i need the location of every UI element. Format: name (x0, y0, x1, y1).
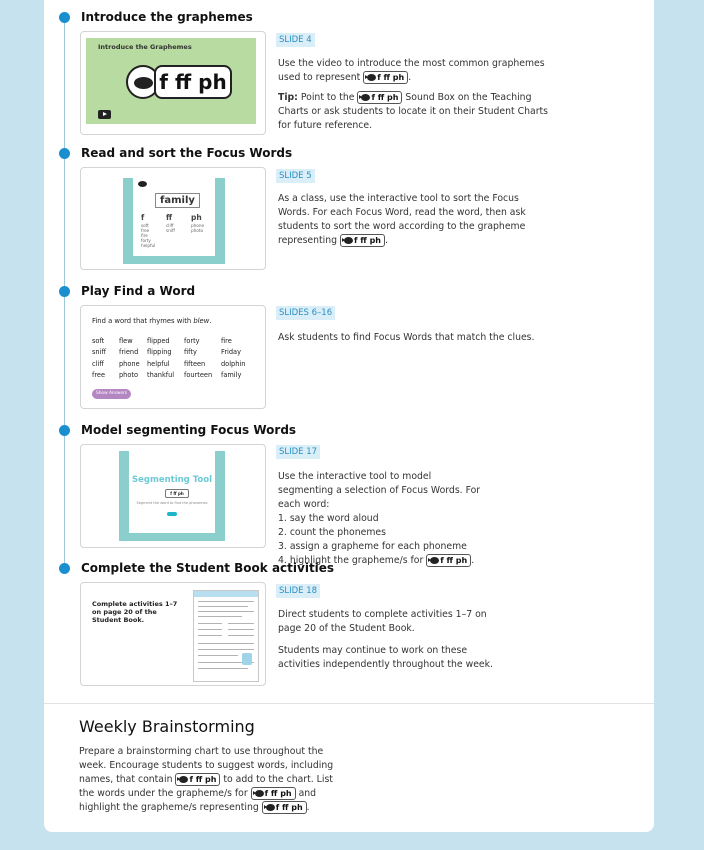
word-cell[interactable]: fire (221, 337, 232, 345)
list-item: 4. highlight the grapheme/s for (278, 555, 424, 566)
weekly-brainstorming-body (79, 745, 349, 815)
step-dot (59, 563, 70, 574)
chip-label: f ff ph (371, 93, 399, 102)
step-title: Introduce the graphemes (81, 10, 253, 24)
sound-box (126, 65, 230, 99)
word-cell[interactable]: flew (119, 337, 133, 345)
slide-tag: SLIDE 4 (276, 33, 315, 47)
slide-body (129, 451, 215, 533)
thumbnail-title: Introduce the Graphemes (98, 43, 192, 51)
column-head: f (141, 213, 145, 222)
chip-label: f ff ph (189, 775, 217, 784)
word-cell[interactable]: thankful (147, 370, 175, 379)
slide-thumbnail[interactable] (80, 444, 266, 548)
slide-tag: SLIDE 5 (276, 169, 315, 183)
step-title: Model segmenting Focus Words (81, 423, 297, 437)
word-cell[interactable]: free (92, 370, 106, 379)
step-dot (59, 286, 70, 297)
weekly-brainstorming-title: Weekly Brainstorming (79, 717, 255, 736)
column-head: ph (191, 213, 202, 222)
chip-label: f ff ph (354, 236, 381, 245)
word-cell[interactable]: photo (119, 370, 139, 379)
slide-thumbnail[interactable] (80, 305, 266, 409)
body-text: Students may continue to work on these activities independently throughout the week. (278, 645, 493, 670)
sound-chip (251, 787, 296, 800)
body-text: . (306, 802, 310, 813)
prompt-word: blew (193, 317, 210, 325)
student-book-caption: Complete activities 1–7 on page 20 of the Student Book. (92, 600, 178, 624)
prompt-text: Find a word that rhymes with (92, 317, 192, 325)
sort-word: photo (191, 228, 204, 233)
chip-label: f ff ph (264, 789, 292, 798)
slide-tag: SLIDES 6–16 (276, 306, 335, 320)
word-cell[interactable]: cliff (92, 359, 104, 368)
sort-column (191, 223, 204, 233)
word-cell[interactable]: fourteen (184, 370, 213, 379)
body-text: Use the video to introduce the most common graphemes used to represent (278, 58, 545, 83)
body-text: Ask students to find Focus Words that match the clues. (278, 332, 535, 343)
fish-icon (264, 803, 275, 812)
word-grid (92, 337, 262, 382)
word-cell[interactable]: dolphin (221, 359, 246, 368)
word-cell[interactable]: flipped (147, 337, 170, 345)
sort-column (141, 223, 155, 248)
sort-word: cliff (166, 223, 174, 228)
body-text: Prepare a brainstorming chart to use throughout the week. Encourage students to suggest words, including names, that contain (79, 746, 334, 785)
sort-word: sniff (166, 228, 175, 233)
fish-icon (365, 73, 376, 82)
word-cell[interactable]: sniff (92, 348, 106, 357)
slide-thumbnail[interactable] (80, 582, 266, 686)
step-body (278, 470, 488, 568)
sort-column (166, 223, 175, 233)
prompt-text: . (209, 317, 212, 325)
word-row (92, 348, 262, 359)
word-cell[interactable]: soft (92, 337, 105, 345)
step-body (278, 331, 558, 345)
step-title: Read and sort the Focus Words (81, 146, 293, 160)
sort-word: free (141, 228, 150, 233)
slide-tag: SLIDE 17 (276, 445, 320, 459)
slide-thumbnail[interactable] (80, 31, 266, 135)
video-thumbnail[interactable] (86, 38, 256, 124)
body-text: As a class, use the interactive tool to sort the Focus Words. For each Focus Word, read the word, then ask students to sort the word according to the grapheme representing (278, 193, 526, 246)
sound-chip (357, 91, 402, 104)
body-text: . (408, 72, 412, 83)
column-head: ff (166, 213, 173, 222)
segmenting-subtitle: Segment the word to find the phonemes (136, 501, 208, 505)
sort-word: fire (141, 233, 148, 238)
word-cell[interactable]: flipping (147, 348, 172, 357)
list-item: 2. count the phonemes (278, 527, 386, 538)
sound-chip (340, 234, 385, 247)
start-button[interactable] (167, 512, 177, 516)
step-dot (59, 148, 70, 159)
word-cell[interactable]: forty (184, 337, 200, 345)
body-text: . (384, 235, 388, 246)
step-title: Complete the Student Book activities (81, 561, 335, 575)
list-item: 1. say the word aloud (278, 513, 379, 524)
word-cell[interactable]: fifty (184, 348, 197, 357)
list-item: 3. assign a grapheme for each phoneme (278, 541, 467, 552)
chip-label: f ff ph (440, 556, 468, 565)
sort-word: soft (141, 223, 149, 228)
chip-label: f ff ph (377, 73, 405, 82)
sort-word: phone (191, 223, 205, 228)
fish-icon (177, 775, 188, 784)
slide-tag: SLIDE 18 (276, 584, 320, 598)
body-text: Point to the (300, 92, 355, 103)
fish-icon (253, 789, 264, 798)
fish-icon (342, 236, 353, 245)
step-body (278, 608, 503, 672)
sound-box-label: f ff ph (154, 65, 232, 99)
body-text: to add to the chart. List the words under the grapheme/s for (79, 774, 333, 799)
word-cell[interactable]: phone (119, 359, 140, 368)
word-cell[interactable]: Friday (221, 348, 241, 357)
word-row (92, 371, 262, 382)
chip-label: f ff ph (275, 803, 303, 812)
fish-icon (138, 181, 147, 187)
find-word-prompt (92, 317, 211, 325)
sort-word: forty (141, 238, 151, 243)
tip-label: Tip: (278, 92, 298, 103)
step-title: Play Find a Word (81, 284, 196, 298)
play-icon[interactable] (98, 110, 111, 119)
step-body (278, 192, 540, 248)
word-cell[interactable]: fifteen (184, 359, 206, 368)
sound-chip: f ff ph (165, 489, 189, 498)
fish-icon (359, 93, 370, 102)
sort-word: helpful (141, 243, 156, 248)
step-body (278, 57, 558, 133)
body-text: Use the interactive tool to model segmenting a selection of Focus Words. For each word: (278, 471, 481, 510)
section-divider (44, 703, 654, 704)
show-answers-button[interactable]: Show Answers (92, 389, 131, 399)
word-row (92, 337, 262, 348)
focus-word: family (155, 193, 200, 208)
body-text: . (471, 555, 475, 566)
word-cell[interactable]: helpful (147, 359, 170, 368)
sound-chip (426, 554, 471, 567)
sound-chip (363, 71, 408, 84)
step-dot (59, 12, 70, 23)
body-text: and highlight the grapheme/s representing (79, 788, 317, 813)
word-row (92, 360, 262, 371)
sound-chip (262, 801, 307, 814)
fish-icon (428, 556, 439, 565)
step-dot (59, 425, 70, 436)
student-book-page (193, 590, 259, 682)
slide-thumbnail[interactable] (80, 167, 266, 270)
word-cell[interactable]: family (221, 370, 242, 379)
body-text: Direct students to complete activities 1–7 on page 20 of the Student Book. (278, 609, 487, 634)
body-text: Sound Box on the Teaching Charts or ask students to locate it on their Student Charts for future reference. (278, 92, 549, 131)
sound-chip (175, 773, 220, 786)
segmenting-tool-title: Segmenting Tool (132, 475, 212, 485)
word-cell[interactable]: friend (119, 348, 139, 357)
